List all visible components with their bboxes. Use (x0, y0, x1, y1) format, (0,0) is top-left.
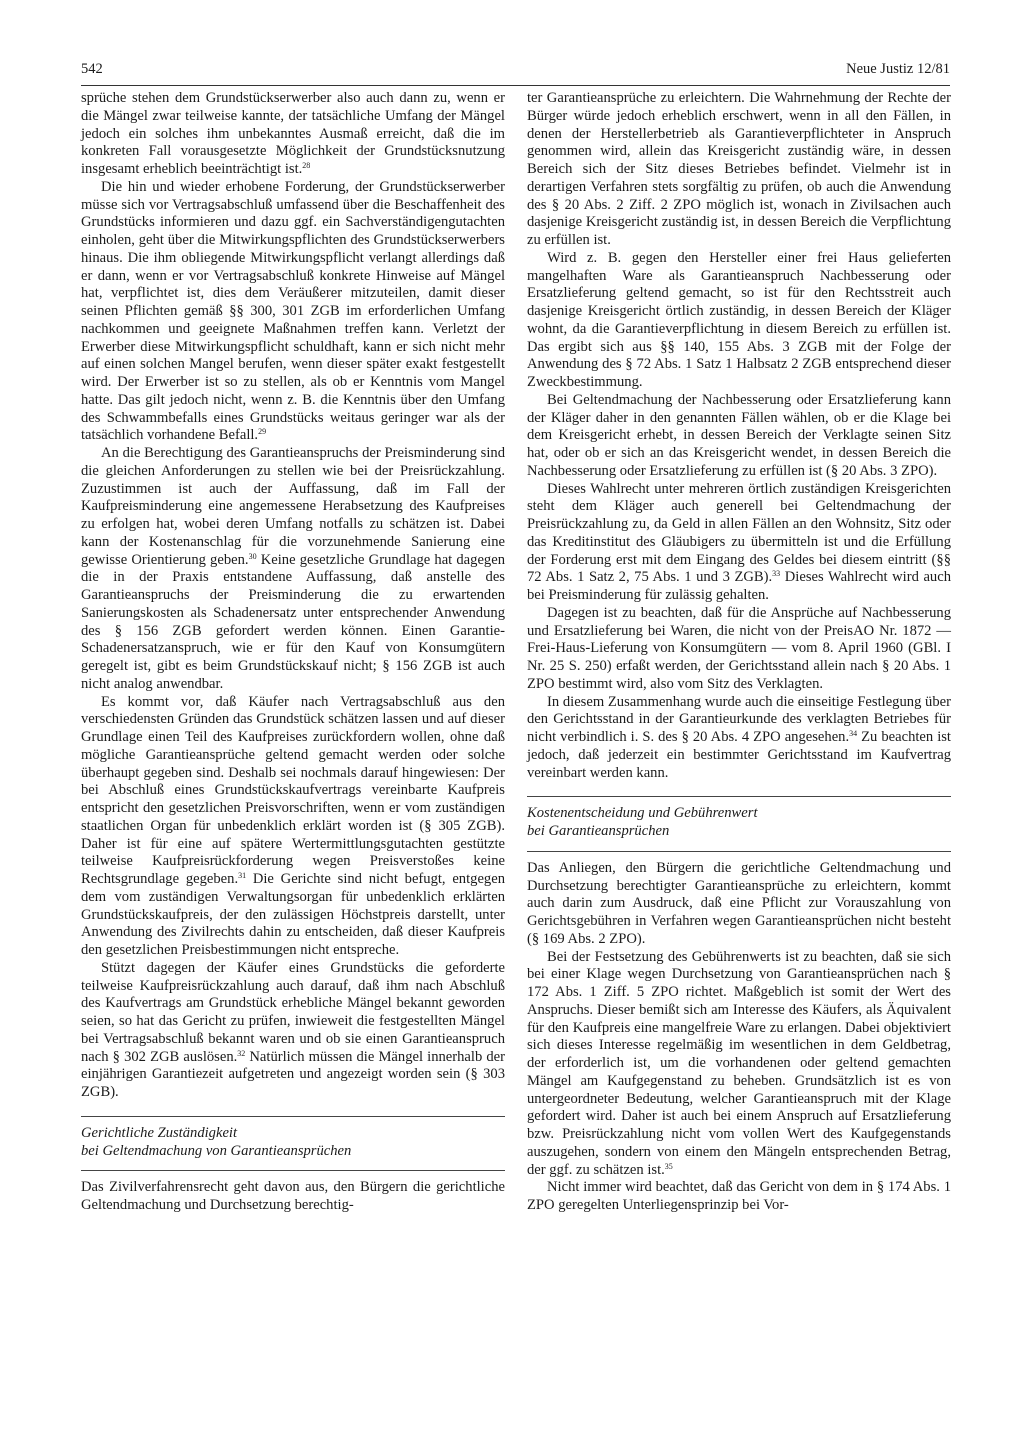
paragraph: ter Garantieansprüche zu erleichtern. Die Wahrnehmung der Rechte der Bürger würde jedoch erheblich erschwert, wenn in all den Fällen, in denen der Herstellerbetrieb als Garantieverpflichteter in Anspruch genommen wird, allein das Kreisgericht zuständig wäre, in dessen Bereich sich der Sitz dieses Betriebes befindet. Vielmehr ist in derartigen Verfahren stets sorgfältig zu prüfen, ob auch die Anwendung des § 20 Abs. 2 Ziff. 2 ZPO möglich ist, wonach in Zivilsachen auch dasjenige Kreisgericht zuständig ist, in dessen Bereich die Verpflichtung zu erfüllen ist. (527, 90, 951, 248)
paragraph: Bei der Festsetzung des Gebührenwerts ist zu beachten, daß sie sich bei einer Klage wegen Durchsetzung von Garantieansprüchen nach § 172 Abs. 1 Ziff. 5 ZPO richtet. Maßgeblich ist somit der Wert des Anspruchs. Dieser bemißt sich am Interesse des Käufers, als Äquivalent für den Kaufpreis eine mangelfreie Ware zu erlangen. Dabei objektiviert sich dieses Interesse regelmäßig im wesentlichen in dem Geldbetrag, der erforderlich ist, um die vorhandenen oder geltend gemachten Mängel am Kaufgegenstand zu beheben. Grundsätzlich ist es von untergeordneter Bedeutung, welcher Garantieanspruch mit der Klage gefordert wird. Daher ist auch bei einem Anspruch auf Ersatzlieferung bzw. Preisrückzahlung nicht vom vollen Wert des Kaufgegenstands auszugehen, sondern von einem den Mängeln entsprechenden Betrag, der ggf. zu schätzen ist.$^{35}$ (527, 948, 951, 1178)
paragraph: Dagegen ist zu beachten, daß für die Ansprüche auf Nachbesserung und Ersatzlieferung bei Waren, die nicht von der PreisAO Nr. 1872 — Frei-Haus-Lieferung von Konsumgütern — vom 8. April 1960 (GBl. I Nr. 25 S. 250) erfaßt werden, der Gerichtsstand allein nach § 20 Abs. 1 ZPO bestimmt wird, also vom Sitz des Verklagten. (527, 604, 951, 692)
paragraph: In diesem Zusammenhang wurde auch die einseitige Festlegung über den Gerichtsstand in der Garantieurkunde des verklagten Betriebes für nicht verbindlich i. S. des § 20 Abs. 4 ZPO angesehen.$^{34}$ Zu beachten ist jedoch, daß jederzeit ein bestimmter Gerichtsstand im Kaufvertrag vereinbart werden kann. (527, 693, 951, 781)
left-column (81, 90, 505, 1215)
paragraph: Die hin und wieder erhobene Forderung, der Grundstückserwerber müsse sich vor Vertragsabschluß umfassend über die Beschaffenheit des Grundstücks informieren und dazu ggf. ein Sachverständigengutachten einholen, geht über die Mitwirkungspflichten des Grundstückserwerbers hinaus. Die ihm obliegende Mitwirkungspflicht verlangt allerdings daß er dann, wenn er vor Vertragsabschluß konkrete Hinweise auf Mängel hat, verpflichtet ist, dies dem Veräußerer mitzuteilen, damit dieser seinen Pflichten gemäß §§ 300, 301 ZGB im erforderlichen Umfang nachkommen und geeignete Maßnahmen treffen kann. Verletzt der Erwerber diese Mitwirkungspflicht schuldhaft, kann er sich nicht mehr auf einen solchen Mangel berufen, wenn dieser später exakt festgestellt wird. Der Erwerber ist so zu stellen, als ob er Kenntnis vom Mangel hatte. Das gilt jedoch nicht, wenn z. B. die Kenntnis über den Umfang des Schwammbefalls eines Grundstücks weitaus geringer war als der tatsächlich vorhandene Befall.$^{29}$ (81, 178, 505, 444)
header-rule (81, 85, 950, 86)
section-heading: Gerichtliche Zuständigkeit bei Geltendmachung von Garantieansprüchen (81, 1124, 352, 1159)
footnote-ref: 29 (258, 427, 267, 437)
paragraph: Das Anliegen, den Bürgern die gerichtliche Geltendmachung und Durchsetzung berechtigter Garantieansprüche zu erleichtern, kommt auch darin zum Ausdruck, daß eine Pflicht zur Vorauszahlung von Gerichtsgebühren in Verfahren wegen Garantieansprüchen nicht besteht (§ 169 Abs. 2 ZPO). (527, 859, 951, 947)
paragraph: Nicht immer wird beachtet, daß das Gericht von dem in § 174 Abs. 1 ZPO geregelten Unterliegensprinzip bei Vor- (527, 1179, 951, 1213)
paragraph: Stützt dagegen der Käufer eines Grundstücks die geforderte teilweise Kaufpreisrückzahlung auch darauf, daß ihm nach Abschluß des Kaufvertrags am Grundstück erhebliche Mängel bekannt geworden seien, so hat das Gericht zu prüfen, inwieweit die festgestellten Mängel bei Vertragsabschluß bekannt waren und ob sie einen Garantieanspruch nach § 302 ZGB auslösen.$^{32}$ Natürlich müssen die Mängel innerhalb der einjährigen Garantiezeit aufgetreten und angezeigt worden sein (§ 303 ZGB). (81, 959, 505, 1100)
paragraph: Dieses Wahlrecht unter mehreren örtlich zuständigen Kreisgerichten steht dem Kläger auch generell bei Geltendmachung der Preisrückzahlung zu, da Geld in allen Fällen an den Wohnsitz, Sitz oder das Kreditinstitut des Gläubigers zu übermitteln ist und die Erfüllung der Forderung erst mit dem Eingang des Geldes bei diesem eintritt (§§ 72 Abs. 1 Satz 2, 75 Abs. 1 und 3 ZGB).$^{33}$ Dieses Wahlrecht wird auch bei Preisminderung für zulässig gehalten. (527, 480, 952, 603)
paragraph: sprüche stehen dem Grundstückserwerber also auch dann zu, wenn er die Mängel zwar teilweise kannte, der tatsächliche Umfang der Mängel jedoch ein solches ihm unbekanntes Ausmaß erreicht, daß die im konkreten Fall vorausgesetzte Möglichkeit der Grundstücksnutzung insgesamt erheblich beeinträchtigt ist.$^{28}$ (81, 90, 505, 177)
page-header (81, 58, 950, 80)
footnote-ref: 31 (238, 871, 247, 880)
journal-title: Neue Justiz 12/81 (846, 61, 950, 77)
footnote-ref: 33 (772, 569, 781, 579)
footnote-ref: 32 (237, 1048, 246, 1058)
paragraph: An die Berechtigung des Garantieanspruchs der Preisminderung sind die gleichen Anforderungen zu stellen wie bei der Preisrückzahlung. Zuzustimmen ist auch der Auffassung, daß im Fall der Kaufpreisminderung eine angemessene Herabsetzung des Kaufpreises zu erfolgen hat, wobei deren Umfang notfalls zu schätzen ist. Dabei kann der Kostenanschlag für die vorzunehmende Sanierung eine gewisse Orientierung geben.$^{30}$ Keine gesetzliche Grundlage hat dagegen die in der Praxis entstandene Auffassung, daß anstelle des Garantieanspruchs der Preisminderung die zu erwartenden Sanierungskosten als Schadenersatz unter entsprechender Anwendung des § 156 ZGB gefordert werden können. Einen Garantie-Schadenersatzanspruch, wie er für den Kauf von Konsumgütern geregelt ist, gibt es beim Grundstückskauf nicht; § 156 ZGB ist auch nicht analog anwendbar. (81, 445, 505, 692)
section-rule (81, 1170, 505, 1171)
page-number: 542 (81, 61, 103, 77)
right-column (527, 90, 951, 1215)
footnote-ref: 30 (248, 551, 257, 561)
section-rule (81, 1116, 505, 1117)
footnote-ref: 35 (664, 1161, 673, 1171)
footnote-ref: 28 (302, 161, 311, 170)
paragraph: Es kommt vor, daß Käufer nach Vertragsabschluß aus den verschiedensten Gründen das Grundstück schätzen lassen und auf dieser Grundlage einen Teil des Kaufpreises zurückfordern wollen, ohne daß mögliche Garantieansprüche geltend gemacht werden oder solche überhaupt gegeben sind. Deshalb sei nochmals darauf hingewiesen: Der bei Abschluß eines Grundstückskaufvertrags vereinbarte Kaufpreis entspricht den gesetzlichen Preisvorschriften, wenn er vom zuständigen staatlichen Organ für unbedenklich erklärt worden ist (§ 305 ZGB). Daher ist für eine auf spätere Wertermittlungsgutachten gestützte teilweise Kaufpreisrückforderung wegen Preisverstoßes keine Rechtsgrundlage gegeben.$^{31}$ Die Gerichte sind nicht befugt, entgegen dem vom zuständigen Verwaltungsorgan für unbedenklich erklärten Grundstückskaufpreis, der den zulässigen Höchstpreis darstellt, unter Anwendung des Zivilrechts dahin zu entscheiden, daß dieser Kaufpreis den gesetzlichen Preisbestimmungen nicht entspreche. (81, 693, 505, 958)
footnote-ref: 34 (849, 729, 858, 738)
paragraph: Bei Geltendmachung der Nachbesserung oder Ersatzlieferung kann der Kläger daher in den genannten Fällen wählen, ob er die Klage bei dem Kreisgericht erhebt, in dessen Bereich der Verklagte seinen Sitz hat, oder ob er sich an das Kreisgericht wendet, in dessen Bereich die Nachbesserung oder Ersatzlieferung zu erfüllen ist (§ 20 Abs. 3 ZPO). (527, 391, 951, 479)
paragraph: Wird z. B. gegen den Hersteller einer frei Haus gelieferten mangelhaften Ware als Garantieanspruch Nachbesserung oder Ersatzlieferung geltend gemacht, so ist für den Rechtsstreit auch dasjenige Kreisgericht örtlich zuständig, in dessen Bereich der Kläger wohnt, da die Garantieverpflichtung in diesem Bereich zu erfüllen ist. Das ergibt sich aus §§ 140, 155 Abs. 3 ZGB mit der Folge der Anwendung des § 72 Abs. 1 Satz 1 Halbsatz 2 ZGB entsprechend dieser Zweckbestimmung. (527, 249, 951, 390)
section-rule (527, 851, 951, 852)
section-rule (527, 796, 951, 797)
section-heading: Kostenentscheidung und Gebührenwert bei Garantieansprüchen (527, 805, 758, 839)
paragraph: Das Zivilverfahrensrecht geht davon aus, den Bürgern die gerichtliche Geltendmachung und Durchsetzung berechtig- (81, 1179, 505, 1213)
